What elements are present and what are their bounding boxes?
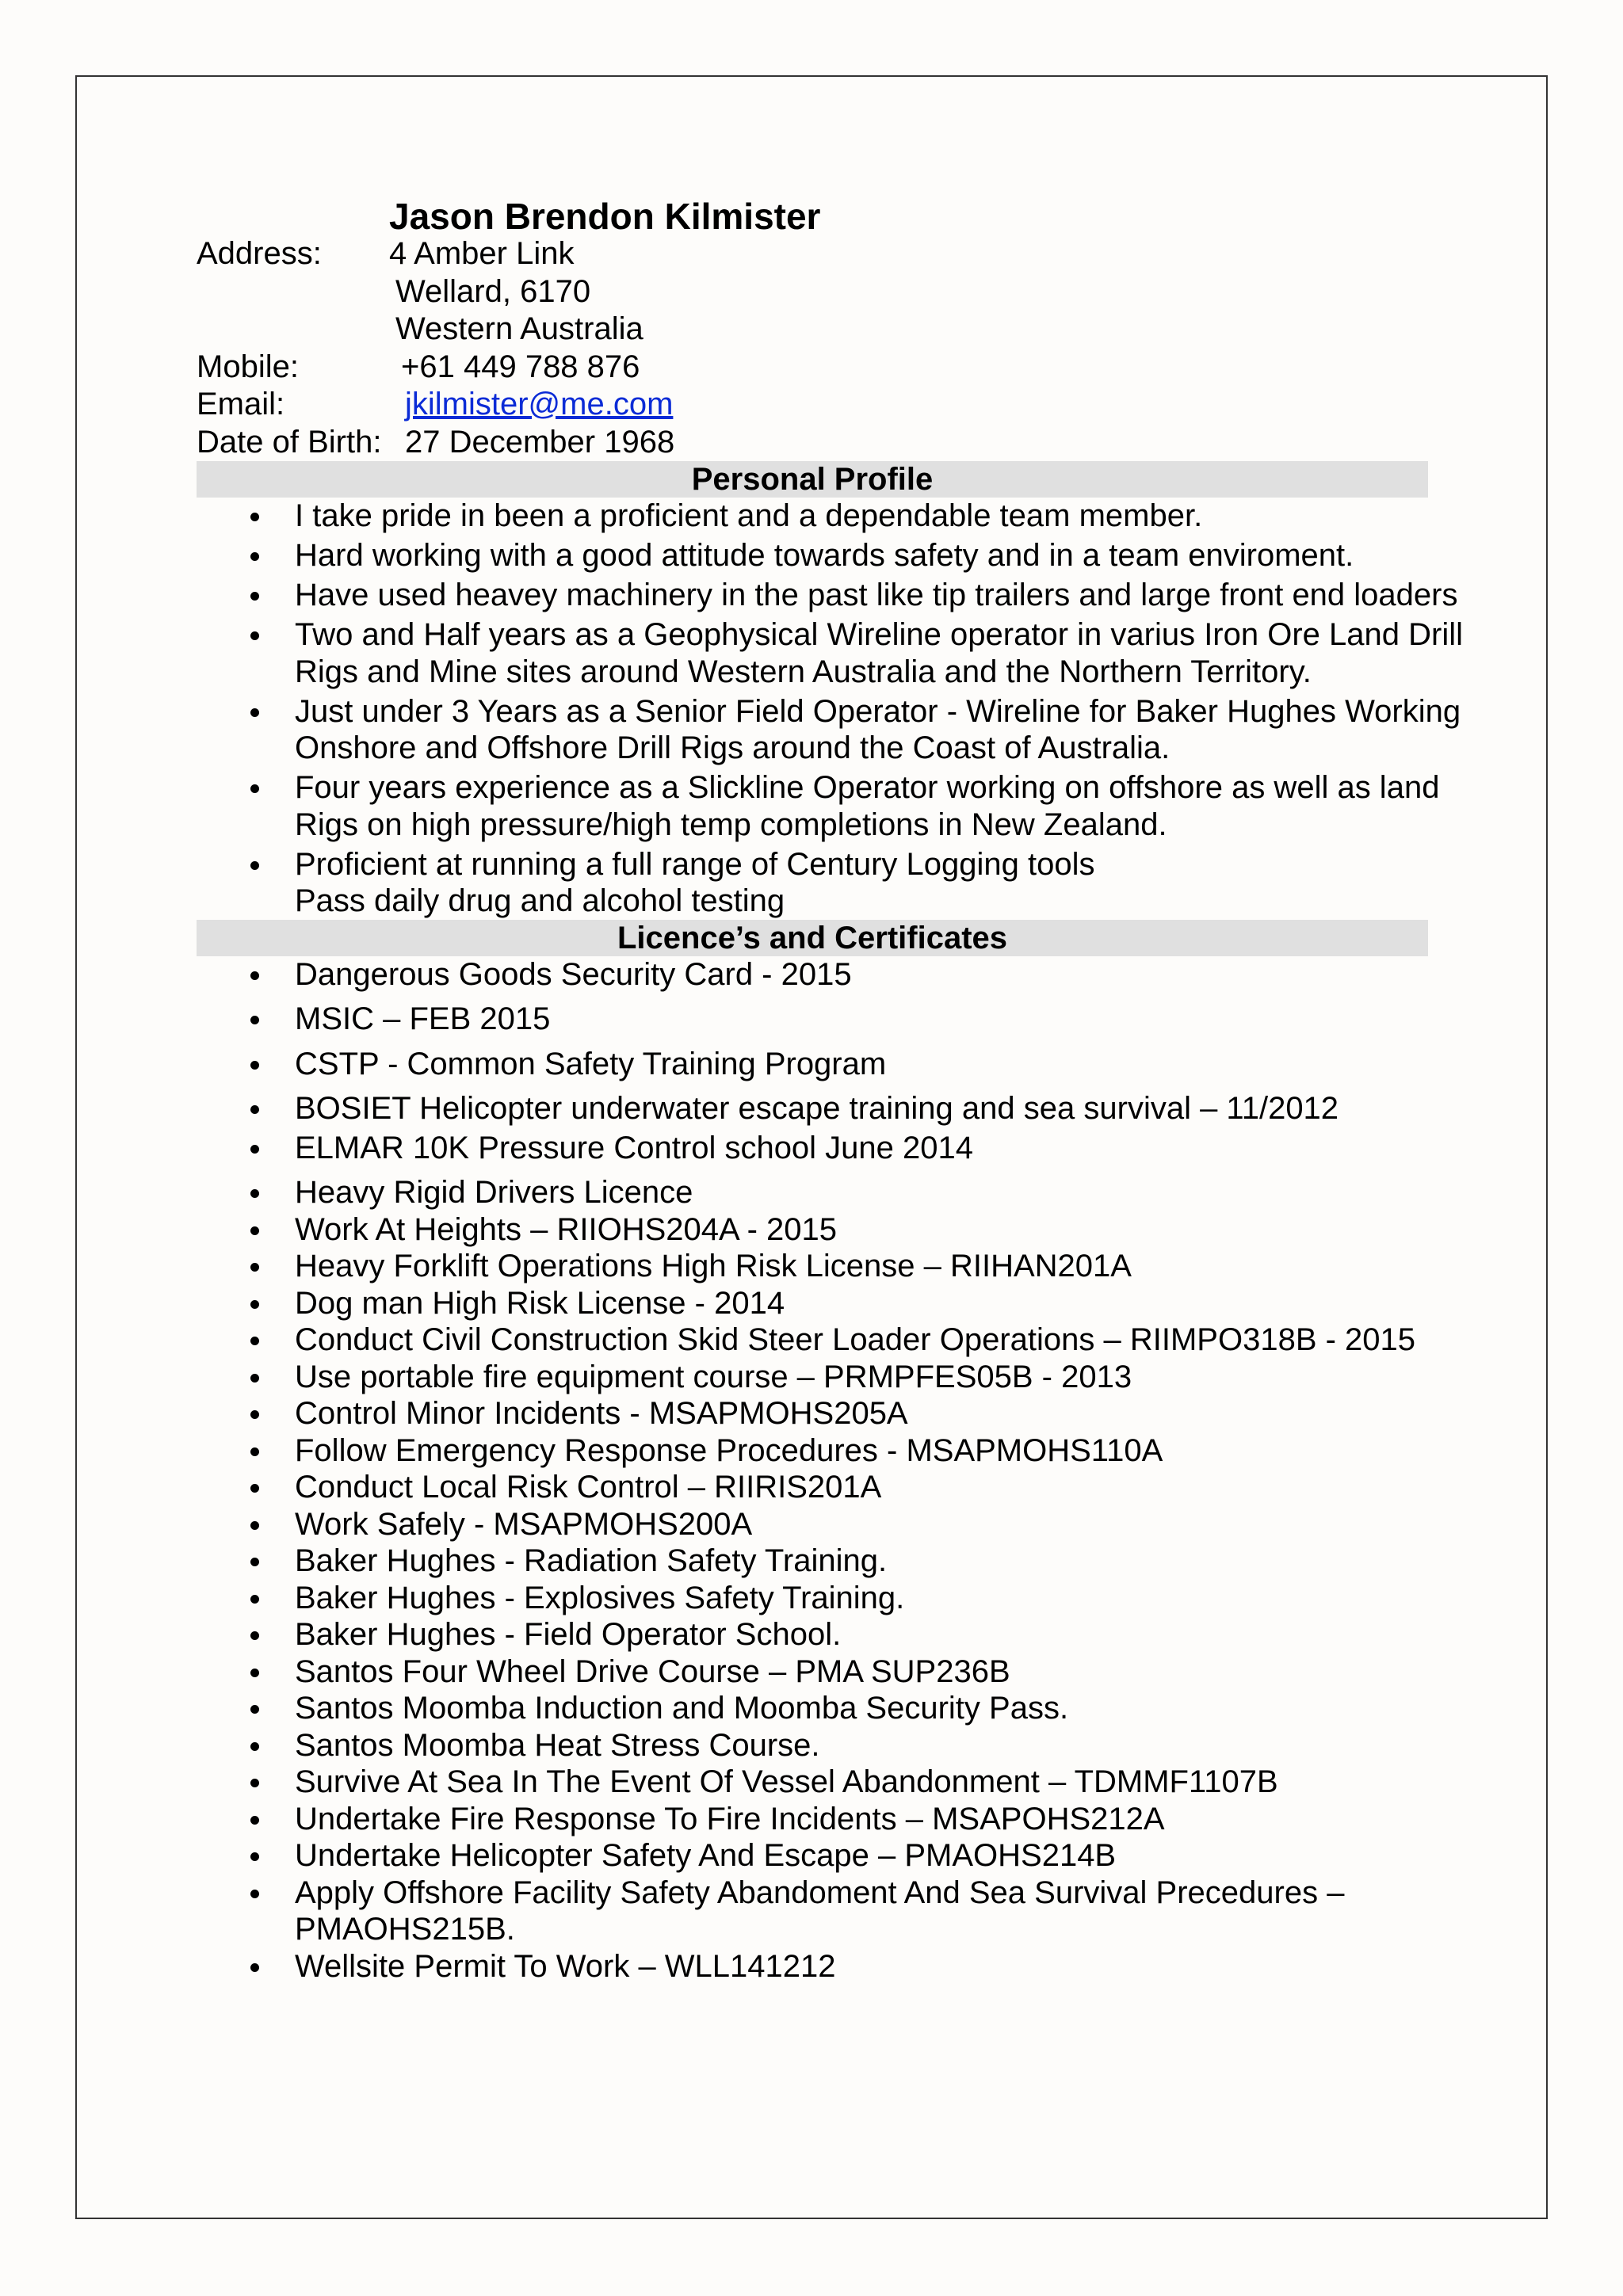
- certificate-item: Conduct Local Risk Control – RIIRIS201A: [197, 1469, 1428, 1506]
- address-row-3: [197, 311, 1428, 349]
- bullet-icon: [250, 1263, 259, 1272]
- candidate-name: Jason Brendon Kilmister: [389, 196, 821, 237]
- certificate-item: BOSIET Helicopter underwater escape training and sea survival – 11/2012: [197, 1090, 1428, 1127]
- certificate-item: PMAOHS215B.: [295, 1912, 515, 1947]
- certificate-item: Use portable fire equipment course – PRMPFES05B - 2013: [197, 1359, 1428, 1396]
- profile-item: [197, 498, 1428, 535]
- profile-item-line: Rigs and Mine sites around Western Australia and the Northern Territory.: [295, 654, 1312, 689]
- profile-item-line: Four years experience as a Slickline Operator working on offshore as well as land: [295, 770, 1440, 805]
- profile-item: [197, 846, 1428, 883]
- certificate-item: Undertake Helicopter Safety And Escape – PMAOHS214B: [197, 1837, 1428, 1875]
- certificate-item: Dog man High Risk License - 2014: [197, 1285, 1428, 1322]
- bullet-icon: [250, 1890, 259, 1898]
- mobile-row: [197, 349, 1428, 387]
- profile-item: [197, 616, 1463, 690]
- bullet-icon: [250, 1852, 259, 1861]
- resume-content: [197, 194, 1463, 1985]
- certificate-item: Work Safely - MSAPMOHS200A: [197, 1506, 1428, 1543]
- certificate-item: Baker Hughes - Radiation Safety Training.: [197, 1543, 1428, 1580]
- bullet-icon: [250, 784, 259, 793]
- bullet-icon: [250, 1016, 259, 1024]
- certificate-item: Baker Hughes - Field Operator School.: [197, 1616, 1428, 1653]
- bullet-icon: [250, 1374, 259, 1383]
- profile-item-line: Rigs on high pressure/high temp completions in New Zealand.: [295, 807, 1167, 842]
- bullet-icon: [250, 1300, 259, 1309]
- profile-extra-line: Pass daily drug and alcohol testing: [295, 883, 785, 918]
- certificate-item: Heavy Forklift Operations High Risk License – RIIHAN201A: [197, 1248, 1428, 1285]
- bullet-icon: [250, 1558, 259, 1566]
- certificate-item: ELMAR 10K Pressure Control school June 2014: [197, 1130, 1428, 1167]
- email-row: [197, 386, 1428, 424]
- address-label: Address:: [197, 236, 322, 271]
- bullet-icon: [250, 1521, 259, 1530]
- bullet-icon: [250, 1061, 259, 1070]
- bullet-icon: [250, 1595, 259, 1604]
- bullet-icon: [250, 861, 259, 870]
- profile-item-line: Onshore and Offshore Drill Rigs around the Coast of Australia.: [295, 730, 1170, 765]
- certificate-item: Survive At Sea In The Event Of Vessel Abandonment – TDMMF1107B: [197, 1764, 1428, 1801]
- bullet-icon: [250, 1963, 259, 1972]
- certificate-item: Undertake Fire Response To Fire Incidents – MSAPOHS212A: [197, 1801, 1428, 1838]
- profile-item: [197, 577, 1458, 614]
- personal-profile-list: [197, 498, 1463, 883]
- certificate-item: Conduct Civil Construction Skid Steer Loader Operations – RIIMPO318B - 2015: [197, 1322, 1428, 1359]
- profile-item: [197, 693, 1461, 767]
- certificate-item: Heavy Rigid Drivers Licence: [197, 1174, 1428, 1211]
- address-line-2: Wellard, 6170: [395, 273, 591, 309]
- profile-item-line: Proficient at running a full range of Century Logging tools: [295, 846, 1095, 882]
- email-label: Email:: [197, 387, 285, 421]
- licences-list: [197, 956, 1428, 1985]
- email-link[interactable]: jkilmister@me.com: [405, 387, 674, 421]
- address-row-2: [197, 273, 1428, 311]
- dob-row: [197, 424, 1428, 462]
- dob-value: 27 December 1968: [405, 424, 675, 460]
- profile-item: [197, 537, 1428, 574]
- licences-heading: Licence’s and Certificates: [197, 920, 1428, 956]
- mobile-value: +61 449 788 876: [401, 349, 640, 384]
- certificate-item: Santos Moomba Induction and Moomba Security Pass.: [197, 1690, 1428, 1727]
- address-line-3: Western Australia: [395, 311, 643, 346]
- bullet-icon: [250, 1447, 259, 1456]
- certificate-item: Follow Emergency Response Procedures - MSAPMOHS110A: [197, 1432, 1428, 1470]
- address-row: [197, 235, 1428, 273]
- profile-item-line: I take pride in been a proficient and a dependable team member.: [295, 498, 1203, 533]
- bullet-icon: [250, 971, 259, 980]
- bullet-icon: [250, 1669, 259, 1677]
- bullet-icon: [250, 1816, 259, 1825]
- certificate-item: Apply Offshore Facility Safety Abandoment And Sea Survival Precedures –: [197, 1875, 1428, 1912]
- bullet-icon: [250, 1189, 259, 1198]
- mobile-label: Mobile:: [197, 349, 299, 384]
- bullet-icon: [250, 708, 259, 717]
- bullet-icon: [250, 1742, 259, 1751]
- bullet-icon: [250, 631, 259, 640]
- certificate-item: Work At Heights – RIIOHS204A - 2015: [197, 1211, 1428, 1249]
- certificate-item: Santos Four Wheel Drive Course – PMA SUP236B: [197, 1653, 1428, 1691]
- bullet-icon: [250, 1631, 259, 1640]
- address-line-1: 4 Amber Link: [389, 236, 575, 271]
- profile-item-line: Hard working with a good attitude towards safety and in a team enviroment.: [295, 538, 1354, 573]
- bullet-icon: [250, 1779, 259, 1787]
- bullet-icon: [250, 1226, 259, 1235]
- profile-item-line: Have used heavey machinery in the past like tip trailers and large front end loaders: [295, 578, 1458, 612]
- certificate-item: Wellsite Permit To Work – WLL141212: [197, 1948, 1428, 1985]
- profile-item-line: Just under 3 Years as a Senior Field Operator - Wireline for Baker Hughes Working: [295, 693, 1461, 729]
- bullet-icon: [250, 1145, 259, 1154]
- bullet-icon: [250, 592, 259, 601]
- certificate-item: MSIC – FEB 2015: [197, 1001, 1428, 1038]
- bullet-icon: [250, 1105, 259, 1114]
- profile-item-line: Two and Half years as a Geophysical Wireline operator in varius Iron Ore Land Drill: [295, 617, 1463, 652]
- bullet-icon: [250, 1705, 259, 1714]
- dob-label: Date of Birth:: [197, 424, 382, 460]
- bullet-icon: [250, 513, 259, 521]
- certificate-item: Dangerous Goods Security Card - 2015: [197, 956, 1428, 994]
- bullet-icon: [250, 1484, 259, 1493]
- bullet-icon: [250, 1337, 259, 1345]
- profile-item: [197, 769, 1440, 843]
- bullet-icon: [250, 552, 259, 561]
- certificate-item: CSTP - Common Safety Training Program: [197, 1046, 1428, 1083]
- certificate-item: Santos Moomba Heat Stress Course.: [197, 1727, 1428, 1764]
- personal-profile-heading: Personal Profile: [197, 461, 1428, 498]
- bullet-icon: [250, 1410, 259, 1419]
- certificate-item: Baker Hughes - Explosives Safety Training.: [197, 1580, 1428, 1617]
- certificate-item: Control Minor Incidents - MSAPMOHS205A: [197, 1395, 1428, 1432]
